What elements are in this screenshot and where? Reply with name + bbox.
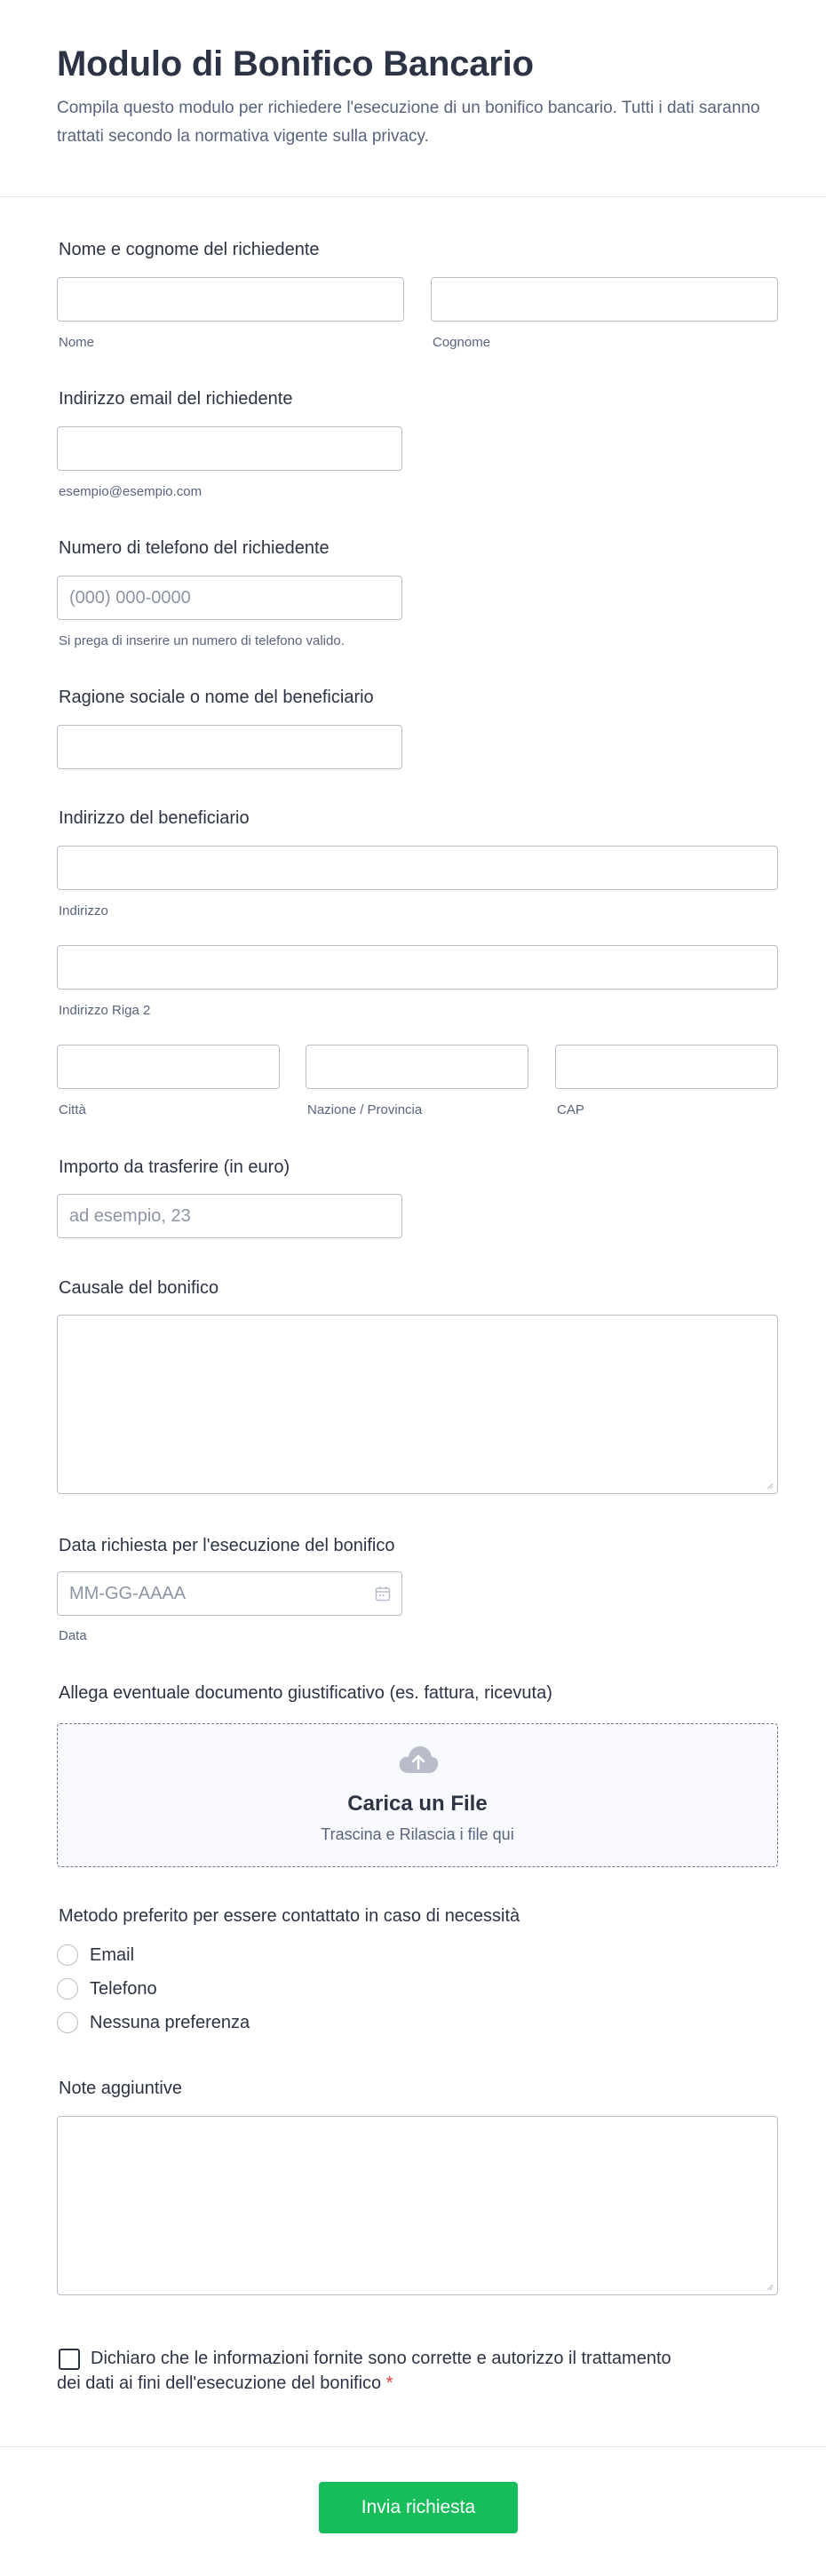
- address-line1-input[interactable]: [57, 846, 778, 890]
- phone-input[interactable]: [57, 576, 402, 620]
- zip-input[interactable]: [555, 1045, 778, 1089]
- date-placeholder: MM-GG-AAAA: [69, 1584, 187, 1603]
- first-name-input[interactable]: [57, 277, 404, 322]
- attachment-label: Allega eventuale documento giustificativo (es. fattura, ricevuta): [59, 1683, 552, 1703]
- beneficiary-name-label: Ragione sociale o nome del beneficiario: [59, 688, 374, 707]
- radio-label[interactable]: Telefono: [90, 1979, 157, 1999]
- form-title: Modulo di Bonifico Bancario: [57, 44, 534, 83]
- phone-label: Numero di telefono del richiedente: [59, 538, 330, 558]
- email-label: Indirizzo email del richiedente: [59, 389, 293, 409]
- state-sublabel: Nazione / Provincia: [307, 1102, 423, 1117]
- upload-subtitle: Trascina e Rilascia i file qui: [321, 1825, 514, 1843]
- date-label: Data richiesta per l'esecuzione del bonifico: [59, 1536, 395, 1555]
- address-line2-input[interactable]: [57, 945, 778, 990]
- resize-grip-icon[interactable]: [765, 1481, 774, 1490]
- full-name-label: Nome e cognome del richiedente: [59, 240, 320, 259]
- consent-label[interactable]: Dichiaro che le informazioni fornite sono corrette e autorizzo il trattamento dei dati ai fini dell'esecuzione del bonifico: [57, 2349, 671, 2393]
- amount-placeholder: ad esempio, 23: [69, 1206, 191, 1226]
- phone-placeholder: (000) 000-0000: [69, 588, 191, 608]
- resize-grip-icon[interactable]: [765, 2282, 774, 2291]
- cloud-upload-icon: [397, 1744, 440, 1776]
- consent-text[interactable]: [57, 2346, 679, 2396]
- radio-label[interactable]: Email: [90, 1945, 135, 1965]
- radio-button[interactable]: [57, 2012, 78, 2033]
- address-line1-sublabel: Indirizzo: [59, 903, 108, 918]
- form-subtitle: Compila questo modulo per richiedere l'esecuzione di un bonifico bancario. Tutti i dati saranno trattati secondo la normativa vigente sulla privacy.: [57, 99, 760, 146]
- submit-button[interactable]: Invia richiesta: [319, 2482, 518, 2533]
- radio-button[interactable]: [57, 1944, 78, 1966]
- address-line2-sublabel: Indirizzo Riga 2: [59, 1003, 151, 1018]
- last-name-input[interactable]: [431, 277, 778, 322]
- footer-divider: [0, 2446, 826, 2447]
- file-upload-dropzone[interactable]: [57, 1723, 778, 1867]
- phone-sublabel: Si prega di inserire un numero di telefono valido.: [59, 633, 345, 648]
- email-input[interactable]: [57, 426, 402, 471]
- amount-label: Importo da trasferire (in euro): [59, 1157, 290, 1177]
- beneficiary-name-input[interactable]: [57, 725, 402, 769]
- notes-textarea[interactable]: [57, 2116, 778, 2295]
- calendar-icon[interactable]: [375, 1586, 391, 1602]
- required-asterisk: *: [385, 2373, 393, 2393]
- city-sublabel: Città: [59, 1102, 86, 1117]
- city-input[interactable]: [57, 1045, 280, 1089]
- address-label: Indirizzo del beneficiario: [59, 808, 250, 828]
- date-input[interactable]: [57, 1571, 402, 1616]
- last-name-sublabel: Cognome: [433, 335, 491, 350]
- reason-label: Causale del bonifico: [59, 1278, 219, 1298]
- state-input[interactable]: [306, 1045, 528, 1089]
- form-header: [0, 0, 826, 197]
- first-name-sublabel: Nome: [59, 335, 95, 350]
- date-sublabel: Data: [59, 1628, 87, 1643]
- radio-button[interactable]: [57, 1978, 78, 2000]
- radio-label[interactable]: Nessuna preferenza: [90, 2013, 250, 2032]
- upload-title: Carica un File: [347, 1792, 488, 1816]
- reason-textarea[interactable]: [57, 1315, 778, 1494]
- zip-sublabel: CAP: [557, 1102, 584, 1117]
- contact-method-label: Metodo preferito per essere contattato in caso di necessità: [59, 1906, 520, 1926]
- amount-input[interactable]: [57, 1194, 402, 1238]
- email-sublabel: esempio@esempio.com: [59, 484, 203, 499]
- notes-label: Note aggiuntive: [59, 2079, 182, 2098]
